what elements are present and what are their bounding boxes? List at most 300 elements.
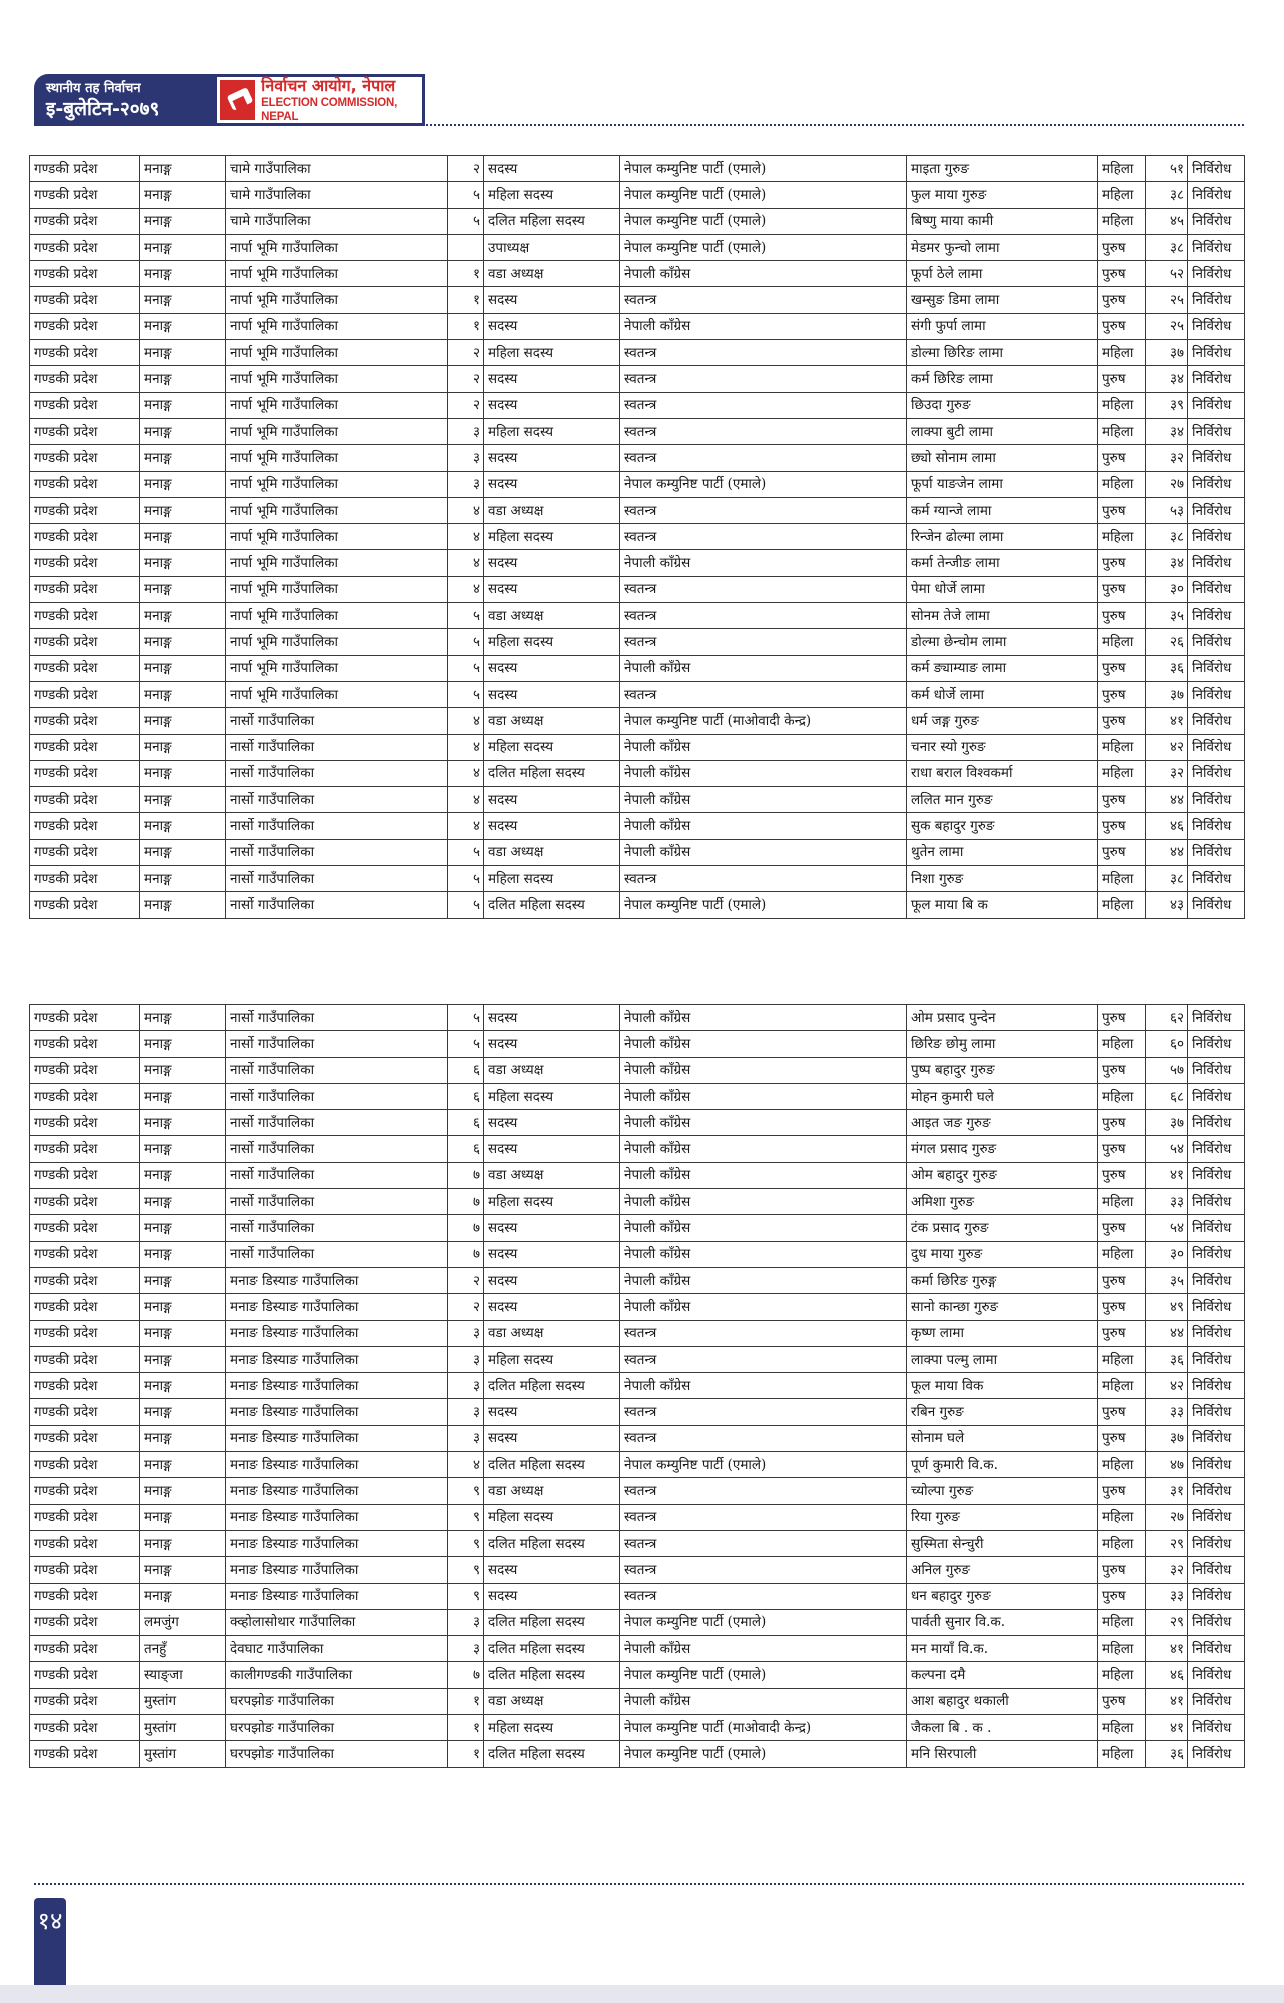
- table-row: [30, 287, 1245, 313]
- cell-ward: ७: [448, 1662, 484, 1688]
- cell-district: मनाङ्ग: [140, 1215, 226, 1241]
- cell-local-level: मनाङ डिस्याङ गाउँपालिका: [226, 1425, 448, 1451]
- cell-district: मनाङ्ग: [140, 1452, 226, 1478]
- cell-result: निर्विरोध: [1188, 366, 1245, 392]
- table-row: [30, 603, 1245, 629]
- cell-gender: पुरुष: [1098, 1136, 1146, 1162]
- cell-party: नेपाली काँग्रेस: [620, 1162, 907, 1188]
- cell-candidate-name: रिन्जेन ढोल्मा लामा: [907, 524, 1098, 550]
- cell-age: २७: [1146, 471, 1188, 497]
- cell-ward: ५: [448, 681, 484, 707]
- table-row: [30, 1557, 1245, 1583]
- cell-age: ४२: [1146, 734, 1188, 760]
- cell-post: दलित महिला सदस्य: [484, 892, 620, 918]
- cell-candidate-name: ओम प्रसाद पुन्देन: [907, 1005, 1098, 1031]
- table-row: [30, 655, 1245, 681]
- cell-gender: पुरुष: [1098, 708, 1146, 734]
- table-row: [30, 1110, 1245, 1136]
- cell-candidate-name: कल्पना दमै: [907, 1662, 1098, 1688]
- cell-party: नेपाल कम्युनिष्ट पार्टी (एमाले): [620, 1452, 907, 1478]
- cell-gender: पुरुष: [1098, 839, 1146, 865]
- cell-ward: ९: [448, 1583, 484, 1609]
- cell-result: निर्विरोध: [1188, 1267, 1245, 1293]
- cell-local-level: नार्सो गाउँपालिका: [226, 1162, 448, 1188]
- cell-result: निर्विरोध: [1188, 261, 1245, 287]
- cell-candidate-name: रिया गुरुङ: [907, 1504, 1098, 1530]
- cell-post: महिला सदस्य: [484, 182, 620, 208]
- cell-province: गण्डकी प्रदेश: [30, 1715, 140, 1741]
- cell-post: दलित महिला सदस्य: [484, 1530, 620, 1556]
- cell-district: मनाङ्ग: [140, 550, 226, 576]
- cell-province: गण्डकी प्रदेश: [30, 1741, 140, 1767]
- table-row: [30, 1504, 1245, 1530]
- cell-post: सदस्य: [484, 1294, 620, 1320]
- cell-party: नेपाली काँग्रेस: [620, 1267, 907, 1293]
- cell-candidate-name: ओम बहादुर गुरुङ: [907, 1162, 1098, 1188]
- cell-ward: ४: [448, 734, 484, 760]
- cell-province: गण्डकी प्रदेश: [30, 1005, 140, 1031]
- results-table-1: [29, 155, 1245, 919]
- cell-result: निर्विरोध: [1188, 629, 1245, 655]
- cell-result: निर्विरोध: [1188, 1162, 1245, 1188]
- cell-district: मनाङ्ग: [140, 1057, 226, 1083]
- cell-gender: पुरुष: [1098, 1320, 1146, 1346]
- cell-district: मनाङ्ग: [140, 524, 226, 550]
- cell-district: मनाङ्ग: [140, 340, 226, 366]
- cell-result: निर्विरोध: [1188, 1609, 1245, 1635]
- cell-gender: महिला: [1098, 471, 1146, 497]
- footer-dotted-divider: [34, 1883, 1244, 1885]
- cell-ward: ३: [448, 1399, 484, 1425]
- cell-ward: ३: [448, 418, 484, 444]
- cell-gender: पुरुष: [1098, 1399, 1146, 1425]
- cell-result: निर्विरोध: [1188, 1583, 1245, 1609]
- cell-party: स्वतन्त्र: [620, 445, 907, 471]
- cell-district: मनाङ्ग: [140, 1557, 226, 1583]
- cell-province: गण्डकी प्रदेश: [30, 182, 140, 208]
- cell-age: ४३: [1146, 892, 1188, 918]
- cell-district: मुस्तांग: [140, 1688, 226, 1714]
- cell-result: निर्विरोध: [1188, 1189, 1245, 1215]
- cell-result: निर्विरोध: [1188, 1320, 1245, 1346]
- table-row: [30, 1320, 1245, 1346]
- cell-province: गण्डकी प्रदेश: [30, 1504, 140, 1530]
- table-row: [30, 1162, 1245, 1188]
- cell-province: गण्डकी प्रदेश: [30, 1452, 140, 1478]
- table-row: [30, 1636, 1245, 1662]
- cell-party: स्वतन्त्र: [620, 1478, 907, 1504]
- cell-result: निर्विरोध: [1188, 1715, 1245, 1741]
- cell-post: वडा अध्यक्ष: [484, 261, 620, 287]
- cell-result: निर्विरोध: [1188, 1005, 1245, 1031]
- cell-gender: महिला: [1098, 418, 1146, 444]
- cell-post: सदस्य: [484, 1583, 620, 1609]
- cell-result: निर्विरोध: [1188, 787, 1245, 813]
- cell-post: सदस्य: [484, 287, 620, 313]
- cell-candidate-name: आइत जङ गुरुङ: [907, 1110, 1098, 1136]
- results-table-2: [29, 1004, 1245, 1768]
- cell-post: सदस्य: [484, 1399, 620, 1425]
- cell-candidate-name: सुस्मिता सेन्चुरी: [907, 1530, 1098, 1556]
- cell-post: महिला सदस्य: [484, 1083, 620, 1109]
- table-row: [30, 892, 1245, 918]
- cell-ward: १: [448, 261, 484, 287]
- cell-candidate-name: सोनाम घले: [907, 1425, 1098, 1451]
- cell-ward: ७: [448, 1215, 484, 1241]
- cell-age: ३२: [1146, 1557, 1188, 1583]
- cell-ward: ७: [448, 1162, 484, 1188]
- cell-party: स्वतन्त्र: [620, 1399, 907, 1425]
- cell-province: गण्डकी प्रदेश: [30, 839, 140, 865]
- cell-party: स्वतन्त्र: [620, 1425, 907, 1451]
- cell-candidate-name: फूल माया बि क: [907, 892, 1098, 918]
- cell-ward: ३: [448, 445, 484, 471]
- cell-gender: महिला: [1098, 1504, 1146, 1530]
- cell-province: गण्डकी प्रदेश: [30, 1399, 140, 1425]
- cell-party: स्वतन्त्र: [620, 366, 907, 392]
- cell-local-level: मनाङ डिस्याङ गाउँपालिका: [226, 1452, 448, 1478]
- cell-district: मनाङ्ग: [140, 1031, 226, 1057]
- cell-ward: ९: [448, 1478, 484, 1504]
- cell-age: ४१: [1146, 708, 1188, 734]
- table-row: [30, 524, 1245, 550]
- cell-ward: ४: [448, 497, 484, 523]
- cell-ward: ४: [448, 576, 484, 602]
- cell-post: दलित महिला सदस्य: [484, 760, 620, 786]
- cell-age: ४१: [1146, 1162, 1188, 1188]
- cell-age: ४९: [1146, 1294, 1188, 1320]
- cell-age: ३६: [1146, 1741, 1188, 1767]
- cell-candidate-name: फूल माया विक: [907, 1373, 1098, 1399]
- cell-result: निर्विरोध: [1188, 1478, 1245, 1504]
- cell-result: निर्विरोध: [1188, 1110, 1245, 1136]
- cell-gender: महिला: [1098, 208, 1146, 234]
- cell-age: ३७: [1146, 1425, 1188, 1451]
- cell-gender: महिला: [1098, 1741, 1146, 1767]
- cell-post: महिला सदस्य: [484, 1346, 620, 1372]
- cell-age: ३०: [1146, 576, 1188, 602]
- cell-ward: २: [448, 1294, 484, 1320]
- table-row: [30, 1346, 1245, 1372]
- cell-gender: महिला: [1098, 1715, 1146, 1741]
- cell-ward: ३: [448, 1425, 484, 1451]
- bulletin-subtitle: स्थानीय तह निर्वाचन: [46, 81, 141, 96]
- cell-result: निर्विरोध: [1188, 340, 1245, 366]
- cell-post: वडा अध्यक्ष: [484, 1688, 620, 1714]
- cell-age: ५४: [1146, 1136, 1188, 1162]
- cell-post: सदस्य: [484, 471, 620, 497]
- cell-gender: पुरुष: [1098, 1557, 1146, 1583]
- cell-party: स्वतन्त्र: [620, 524, 907, 550]
- cell-district: मनाङ्ग: [140, 1083, 226, 1109]
- cell-province: गण्डकी प्रदेश: [30, 1241, 140, 1267]
- cell-candidate-name: मन मायाँ वि.क.: [907, 1636, 1098, 1662]
- table-row: [30, 1083, 1245, 1109]
- cell-party: नेपाली काँग्रेस: [620, 1031, 907, 1057]
- cell-post: उपाध्यक्ष: [484, 234, 620, 260]
- table-row: [30, 313, 1245, 339]
- cell-result: निर्विरोध: [1188, 1215, 1245, 1241]
- cell-age: ३७: [1146, 681, 1188, 707]
- cell-party: स्वतन्त्र: [620, 340, 907, 366]
- cell-post: दलित महिला सदस्य: [484, 1741, 620, 1767]
- cell-party: नेपाली काँग्रेस: [620, 1189, 907, 1215]
- cell-candidate-name: जैकला बि . क .: [907, 1715, 1098, 1741]
- table-row: [30, 1267, 1245, 1293]
- cell-province: गण्डकी प्रदेश: [30, 1031, 140, 1057]
- cell-post: वडा अध्यक्ष: [484, 603, 620, 629]
- cell-party: स्वतन्त्र: [620, 418, 907, 444]
- bulletin-title: इ-बुलेटिन-२०७९: [46, 98, 160, 120]
- cell-district: मनाङ्ग: [140, 1136, 226, 1162]
- cell-party: नेपाल कम्युनिष्ट पार्टी (एमाले): [620, 471, 907, 497]
- cell-gender: पुरुष: [1098, 576, 1146, 602]
- cell-ward: ६: [448, 1083, 484, 1109]
- cell-district: मनाङ्ग: [140, 208, 226, 234]
- cell-result: निर्विरोध: [1188, 287, 1245, 313]
- cell-age: ३०: [1146, 1241, 1188, 1267]
- cell-gender: महिला: [1098, 156, 1146, 182]
- cell-local-level: मनाङ डिस्याङ गाउँपालिका: [226, 1373, 448, 1399]
- cell-district: लमजुंग: [140, 1609, 226, 1635]
- cell-candidate-name: छ्यो सोनाम लामा: [907, 445, 1098, 471]
- cell-district: मनाङ्ग: [140, 629, 226, 655]
- cell-district: मनाङ्ग: [140, 655, 226, 681]
- table-row: [30, 234, 1245, 260]
- cell-district: मनाङ्ग: [140, 892, 226, 918]
- cell-age: ६८: [1146, 1083, 1188, 1109]
- cell-local-level: नार्पा भूमि गाउँपालिका: [226, 471, 448, 497]
- cell-local-level: नार्सो गाउँपालिका: [226, 866, 448, 892]
- cell-province: गण्डकी प्रदेश: [30, 708, 140, 734]
- cell-gender: पुरुष: [1098, 813, 1146, 839]
- cell-party: नेपाली काँग्रेस: [620, 655, 907, 681]
- cell-result: निर्विरोध: [1188, 1346, 1245, 1372]
- cell-gender: पुरुष: [1098, 655, 1146, 681]
- cell-age: ४१: [1146, 1636, 1188, 1662]
- cell-post: दलित महिला सदस्य: [484, 1373, 620, 1399]
- cell-result: निर्विरोध: [1188, 1504, 1245, 1530]
- cell-ward: ५: [448, 208, 484, 234]
- cell-party: नेपाली काँग्रेस: [620, 813, 907, 839]
- cell-gender: पुरुष: [1098, 1267, 1146, 1293]
- cell-ward: ४: [448, 524, 484, 550]
- cell-local-level: चामे गाउँपालिका: [226, 156, 448, 182]
- cell-district: मनाङ्ग: [140, 1425, 226, 1451]
- cell-candidate-name: फूर्पा याङजेन लामा: [907, 471, 1098, 497]
- cell-party: स्वतन्त्र: [620, 629, 907, 655]
- cell-candidate-name: लाक्पा पल्मु लामा: [907, 1346, 1098, 1372]
- cell-province: गण्डकी प्रदेश: [30, 234, 140, 260]
- cell-district: मनाङ्ग: [140, 1294, 226, 1320]
- cell-post: सदस्य: [484, 813, 620, 839]
- cell-party: नेपाल कम्युनिष्ट पार्टी (एमाले): [620, 182, 907, 208]
- cell-province: गण्डकी प्रदेश: [30, 787, 140, 813]
- cell-province: गण्डकी प्रदेश: [30, 471, 140, 497]
- cell-gender: पुरुष: [1098, 787, 1146, 813]
- cell-gender: पुरुष: [1098, 287, 1146, 313]
- cell-ward: ४: [448, 550, 484, 576]
- cell-province: गण्डकी प्रदेश: [30, 445, 140, 471]
- cell-province: गण्डकी प्रदेश: [30, 1215, 140, 1241]
- cell-ward: ५: [448, 1031, 484, 1057]
- table-row: [30, 1425, 1245, 1451]
- table-row: [30, 1662, 1245, 1688]
- cell-result: निर्विरोध: [1188, 497, 1245, 523]
- cell-result: निर्विरोध: [1188, 813, 1245, 839]
- cell-district: मनाङ्ग: [140, 576, 226, 602]
- cell-candidate-name: मंगल प्रसाद गुरुङ: [907, 1136, 1098, 1162]
- cell-ward: ९: [448, 1530, 484, 1556]
- cell-result: निर्विरोध: [1188, 655, 1245, 681]
- cell-ward: ७: [448, 1241, 484, 1267]
- cell-party: स्वतन्त्र: [620, 287, 907, 313]
- cell-post: महिला सदस्य: [484, 418, 620, 444]
- cell-age: ३७: [1146, 340, 1188, 366]
- cell-district: मनाङ्ग: [140, 261, 226, 287]
- cell-province: गण्डकी प्रदेश: [30, 1636, 140, 1662]
- cell-district: मनाङ्ग: [140, 1530, 226, 1556]
- cell-gender: पुरुष: [1098, 1162, 1146, 1188]
- cell-ward: २: [448, 340, 484, 366]
- cell-province: गण्डकी प्रदेश: [30, 1136, 140, 1162]
- cell-candidate-name: बिष्णु माया कामी: [907, 208, 1098, 234]
- cell-party: स्वतन्त्र: [620, 576, 907, 602]
- cell-post: दलित महिला सदस्य: [484, 1662, 620, 1688]
- cell-local-level: नार्पा भूमि गाउँपालिका: [226, 603, 448, 629]
- cell-age: ४१: [1146, 1688, 1188, 1714]
- cell-ward: ७: [448, 1189, 484, 1215]
- cell-province: गण्डकी प्रदेश: [30, 1346, 140, 1372]
- table-row: [30, 445, 1245, 471]
- cell-candidate-name: पूर्ण कुमारी वि.क.: [907, 1452, 1098, 1478]
- table-row: [30, 471, 1245, 497]
- cell-candidate-name: अनिल गुरुङ: [907, 1557, 1098, 1583]
- cell-candidate-name: छिरिङ छोमु लामा: [907, 1031, 1098, 1057]
- cell-age: ३२: [1146, 760, 1188, 786]
- cell-age: ५३: [1146, 497, 1188, 523]
- cell-result: निर्विरोध: [1188, 1662, 1245, 1688]
- cell-candidate-name: अमिशा गुरुङ: [907, 1189, 1098, 1215]
- cell-gender: पुरुष: [1098, 1215, 1146, 1241]
- cell-result: निर्विरोध: [1188, 550, 1245, 576]
- cell-local-level: मनाङ डिस्याङ गाउँपालिका: [226, 1583, 448, 1609]
- cell-post: सदस्य: [484, 1136, 620, 1162]
- cell-local-level: नार्पा भूमि गाउँपालिका: [226, 261, 448, 287]
- cell-age: ३१: [1146, 1478, 1188, 1504]
- cell-district: मनाङ्ग: [140, 1320, 226, 1346]
- cell-gender: महिला: [1098, 524, 1146, 550]
- cell-local-level: नार्सो गाउँपालिका: [226, 839, 448, 865]
- cell-candidate-name: मेडमर फुन्चो लामा: [907, 234, 1098, 260]
- cell-ward: ५: [448, 182, 484, 208]
- cell-candidate-name: टंक प्रसाद गुरुङ: [907, 1215, 1098, 1241]
- cell-local-level: घरपझोङ गाउँपालिका: [226, 1741, 448, 1767]
- cell-candidate-name: पेमा धोर्जे लामा: [907, 576, 1098, 602]
- cell-party: नेपाली काँग्रेस: [620, 1373, 907, 1399]
- cell-post: वडा अध्यक्ष: [484, 1162, 620, 1188]
- cell-district: तनहुँ: [140, 1636, 226, 1662]
- cell-gender: महिला: [1098, 734, 1146, 760]
- cell-district: मनाङ्ग: [140, 182, 226, 208]
- cell-district: मनाङ्ग: [140, 313, 226, 339]
- cell-local-level: नार्सो गाउँपालिका: [226, 1241, 448, 1267]
- table-row: [30, 681, 1245, 707]
- table-row: [30, 366, 1245, 392]
- cell-local-level: चामे गाउँपालिका: [226, 182, 448, 208]
- cell-province: गण्डकी प्रदेश: [30, 734, 140, 760]
- cell-local-level: क्व्होलासोथार गाउँपालिका: [226, 1609, 448, 1635]
- cell-province: गण्डकी प्रदेश: [30, 1688, 140, 1714]
- cell-local-level: नार्सो गाउँपालिका: [226, 813, 448, 839]
- cell-local-level: नार्सो गाउँपालिका: [226, 1031, 448, 1057]
- cell-post: सदस्य: [484, 445, 620, 471]
- cell-candidate-name: निशा गुरुङ: [907, 866, 1098, 892]
- cell-age: ४७: [1146, 1452, 1188, 1478]
- cell-local-level: देवघाट गाउँपालिका: [226, 1636, 448, 1662]
- cell-district: मनाङ्ग: [140, 445, 226, 471]
- cell-ward: ९: [448, 1557, 484, 1583]
- cell-post: वडा अध्यक्ष: [484, 497, 620, 523]
- cell-district: मनाङ्ग: [140, 234, 226, 260]
- cell-candidate-name: लाक्पा बुटी लामा: [907, 418, 1098, 444]
- cell-age: ३५: [1146, 603, 1188, 629]
- cell-candidate-name: छिउदा गुरुङ: [907, 392, 1098, 418]
- cell-gender: पुरुष: [1098, 445, 1146, 471]
- cell-district: मनाङ्ग: [140, 760, 226, 786]
- cell-district: मनाङ्ग: [140, 471, 226, 497]
- cell-local-level: नार्पा भूमि गाउँपालिका: [226, 576, 448, 602]
- cell-post: दलित महिला सदस्य: [484, 1636, 620, 1662]
- page-number: १४: [37, 1907, 63, 1935]
- cell-candidate-name: आश बहादुर थकाली: [907, 1688, 1098, 1714]
- cell-district: मुस्तांग: [140, 1715, 226, 1741]
- cell-candidate-name: कर्मा तेन्जीङ लामा: [907, 550, 1098, 576]
- cell-party: नेपाल कम्युनिष्ट पार्टी (माओवादी केन्द्र): [620, 708, 907, 734]
- cell-candidate-name: मनि सिरपाली: [907, 1741, 1098, 1767]
- cell-party: नेपाल कम्युनिष्ट पार्टी (एमाले): [620, 1741, 907, 1767]
- cell-gender: महिला: [1098, 182, 1146, 208]
- cell-result: निर्विरोध: [1188, 445, 1245, 471]
- cell-province: गण्डकी प्रदेश: [30, 760, 140, 786]
- cell-post: सदस्य: [484, 392, 620, 418]
- cell-local-level: नार्सो गाउँपालिका: [226, 708, 448, 734]
- cell-party: नेपाली काँग्रेस: [620, 734, 907, 760]
- cell-party: नेपाली काँग्रेस: [620, 787, 907, 813]
- cell-district: मनाङ्ग: [140, 366, 226, 392]
- table-row: [30, 708, 1245, 734]
- table-row: [30, 1136, 1245, 1162]
- cell-result: निर्विरोध: [1188, 392, 1245, 418]
- cell-age: ३८: [1146, 234, 1188, 260]
- cell-party: नेपाली काँग्रेस: [620, 261, 907, 287]
- cell-local-level: नार्पा भूमि गाउँपालिका: [226, 392, 448, 418]
- cell-ward: ५: [448, 892, 484, 918]
- cell-age: २५: [1146, 287, 1188, 313]
- cell-gender: महिला: [1098, 1346, 1146, 1372]
- cell-post: सदस्य: [484, 576, 620, 602]
- cell-gender: महिला: [1098, 1662, 1146, 1688]
- cell-age: ४४: [1146, 1320, 1188, 1346]
- cell-candidate-name: खम्सुङ डिमा लामा: [907, 287, 1098, 313]
- cell-result: निर्विरोध: [1188, 1373, 1245, 1399]
- cell-post: महिला सदस्य: [484, 1504, 620, 1530]
- cell-gender: पुरुष: [1098, 366, 1146, 392]
- cell-local-level: नार्सो गाउँपालिका: [226, 787, 448, 813]
- cell-province: गण्डकी प्रदेश: [30, 681, 140, 707]
- cell-local-level: घरपझोङ गाउँपालिका: [226, 1688, 448, 1714]
- cell-ward: ४: [448, 708, 484, 734]
